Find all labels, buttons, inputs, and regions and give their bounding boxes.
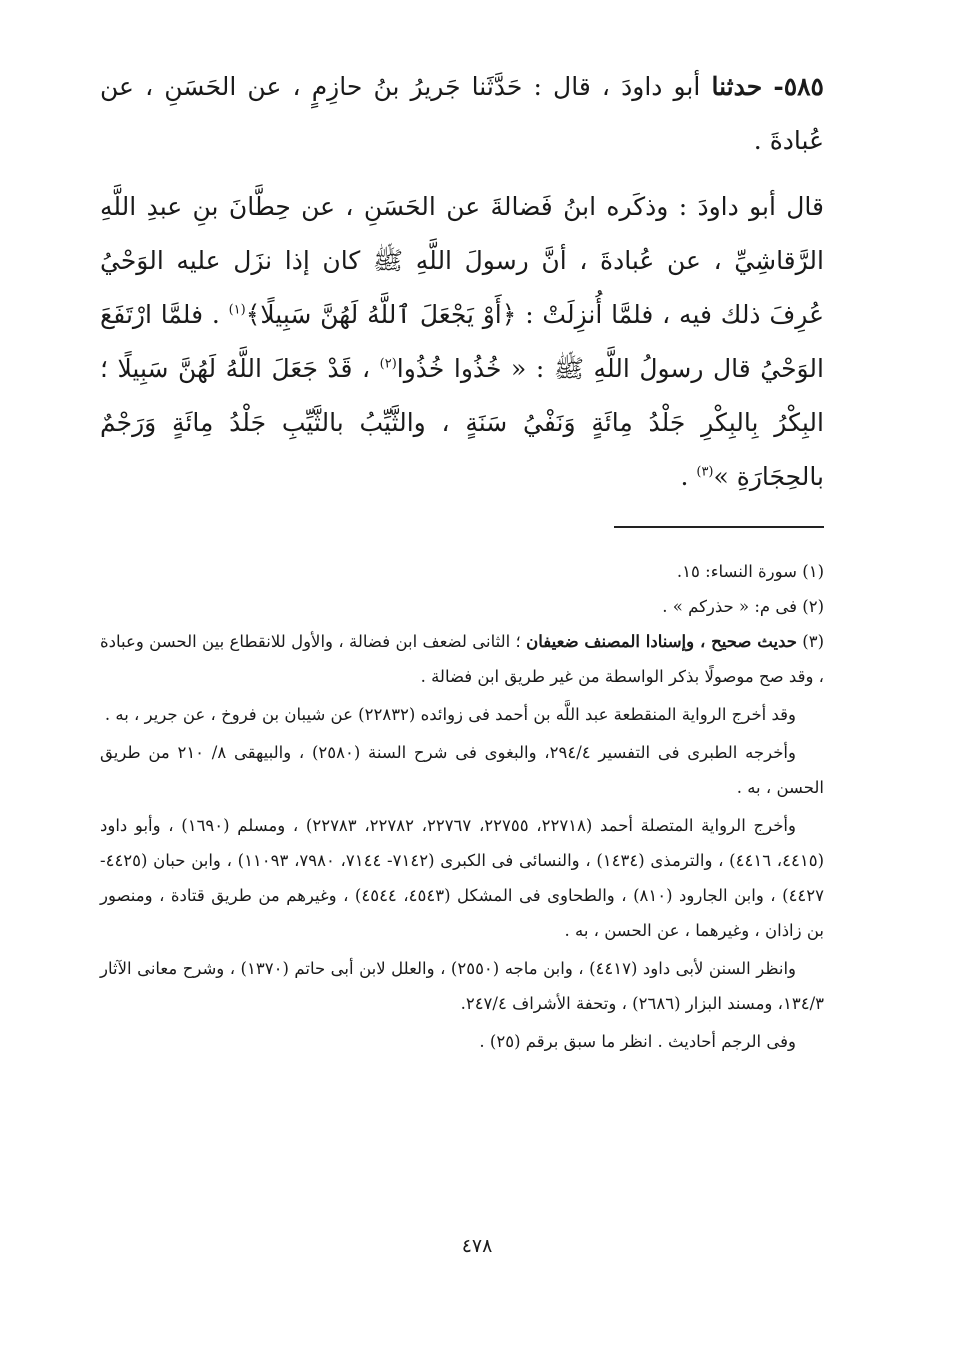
footnote-ref-2: (٢) xyxy=(379,356,397,372)
matn-end: . xyxy=(680,462,697,491)
matn-part-3: ، قَدْ جَعَلَ اللَّهُ لَهُنَّ سَبِيلًا ؛ البِكْرُ بِالبِكْرِ جَلْدُ مِائَةٍ وَنَفْيُ سَنَةٍ ، والثَّيِّبُ بالثَّيِّبِ جَلْدُ مِائَةٍ وَرَجْمٌ بالحِجَارَةِ » xyxy=(100,354,824,491)
footnote-separator xyxy=(614,526,824,528)
page-body xyxy=(100,60,824,1059)
hadith-number: ٥٨٥- xyxy=(773,72,824,101)
hadith-intro: أبو داودَ ، قال : حَدَّثَنا جَريرُ بنُ حازِمٍ ، عن الحَسَنِ ، عن عُبادةَ . xyxy=(100,72,824,155)
footnote-paragraph-4: وانظر السنن لأبى داود (٤٤١٧) ، وابن ماجه (٢٥٥٠) ، والعلل لابن أبى حاتم (١٣٧٠) ، وشرح معانى الآثار ١٣٤/٣، ومسند البزار (٢٦٨٦) ، وتحفة الأشراف ٢٤٧/٤. xyxy=(100,959,824,1013)
footnote-3-text: ؛ الثانى لضعف ابن فضالة ، والأول للانقطاع بين الحسن وعبادة ، وقد صح موصولًا بذكر الواسطة من غير طريق ابن فضالة . xyxy=(100,632,824,686)
footnote-ref-3: (٣) xyxy=(696,464,714,480)
hadith-intro-bold: حدثنا xyxy=(711,72,763,101)
footnote-paragraph-5: وفى الرجم أحاديث . انظر ما سبق برقم (٢٥) . xyxy=(479,1032,796,1051)
hadith-chain xyxy=(100,60,824,168)
page-number: ٤٧٨ xyxy=(461,1235,493,1257)
footnote-ref-1: (١) xyxy=(228,302,246,318)
hadith-matn xyxy=(100,180,824,504)
footnote-3 xyxy=(100,624,824,694)
footnote-1: (١) سورة النساء: ١٥. xyxy=(676,562,824,581)
footnote-paragraph-3: وأخرج الرواية المتصلة أحمد (٢٢٧١٨، ٢٢٧٥٥، ٢٢٧٦٧، ٢٢٧٨٢، ٢٢٧٨٣) ، ومسلم (١٦٩٠) ، وأبو داود (٤٤١٥، ٤٤١٦) ، والترمذى (١٤٣٤) ، والنسائى فى الكبرى (٧١٤٢- ٧١٤٤، ٧٩٨٠، ١١٠٩٣) ، وابن حبان (٤٤٢٥- ٤٤٢٧) ، وابن الجارود (٨١٠) ، والطحاوى فى المشكل (٤٥٤٣، ٤٥٤٤) ، وغيرهم من طريق قتادة ، ومنصور بن زاذان ، وغيرهما ، عن الحسن ، به . xyxy=(100,816,825,940)
footnote-paragraph-2: وأخرجه الطبرى فى التفسير ٢٩٤/٤، والبغوى فى شرح السنة (٢٥٨٠) ، والبيهقى ٨/ ٢١٠ من طريق الحسن ، به . xyxy=(100,743,824,797)
hadith-text xyxy=(100,60,824,504)
footnotes xyxy=(100,554,824,1059)
matn-part-2: . فلمَّا ارْتَفَعَ الوَحْيُ قال رسولُ اللَّهِ ﷺ : « خُذُوا خُذُوا xyxy=(100,300,824,383)
footnote-3-lead: (٣) xyxy=(796,632,824,651)
footnote-paragraph-1: وقد أخرج الرواية المنقطعة عبد اللَّه بن أحمد فى زوائده (٢٢٨٣٢) عن شيبان بن فروخ ، عن جرير ، به . xyxy=(104,705,796,724)
footnote-2: (٢) فى م: « حذركم » . xyxy=(662,597,824,616)
footnote-3-grade: حديث صحيح ، وإسنادا المصنف ضعيفان xyxy=(526,632,797,651)
matn-part-1: قال أبو داودَ : وذكَره ابنُ فَضالةَ عن الحَسَنِ ، عن حِطَّانَ بنِ عبدِ اللَّهِ الرَّقاشِيِّ ، عن عُبادةَ ، أنَّ رسولَ اللَّهِ ﷺ كان إذا نزَل عليه الوَحْيُ عُرِفَ ذلك فيه ، فلمَّا أُنزِلَتْ : ﴿أَوْ يَجْعَلَ ٱللَّهُ لَهُنَّ سَبِيلًا﴾ xyxy=(100,192,824,329)
